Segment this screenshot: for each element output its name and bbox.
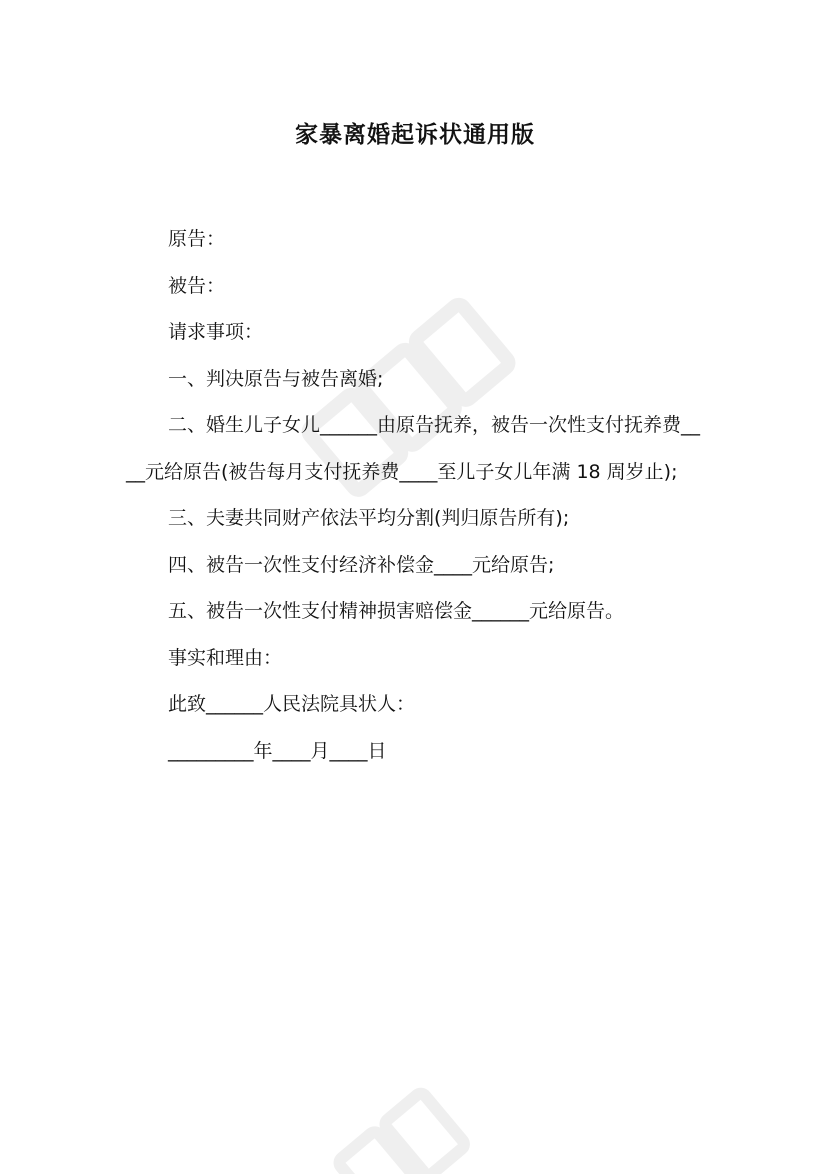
document-body (126, 216, 706, 774)
facts-heading: 事实和理由： (168, 646, 283, 669)
document-title: 家暴离婚起诉状通用版 (295, 122, 535, 148)
defendant-line: 被告： (168, 274, 226, 297)
court-line: 此致______人民法院具状人： (168, 693, 416, 715)
date-line: _________年____月____日 (168, 739, 387, 762)
claim-item-1: 一、判决原告与被告离婚; (168, 367, 384, 390)
claim-item-2: 二、婚生儿子女儿______由原告抚养，被告一次性支付抚养费____元给原告(被告每月支付抚养费____至儿子女儿年满 18 周岁止); (126, 414, 701, 483)
watermark-stamp-icon-bottom (300, 1070, 520, 1174)
plaintiff-line: 原告： (168, 228, 226, 250)
claim-item-5: 五、被告一次性支付精神损害赔偿金______元给原告。 (168, 600, 625, 622)
claim-item-4: 四、被告一次性支付经济补偿金____元给原告; (168, 553, 555, 576)
claim-item-3: 三、夫妻共同财产依法平均分割(判归原告所有); (168, 507, 570, 529)
claims-heading: 请求事项： (168, 321, 264, 343)
